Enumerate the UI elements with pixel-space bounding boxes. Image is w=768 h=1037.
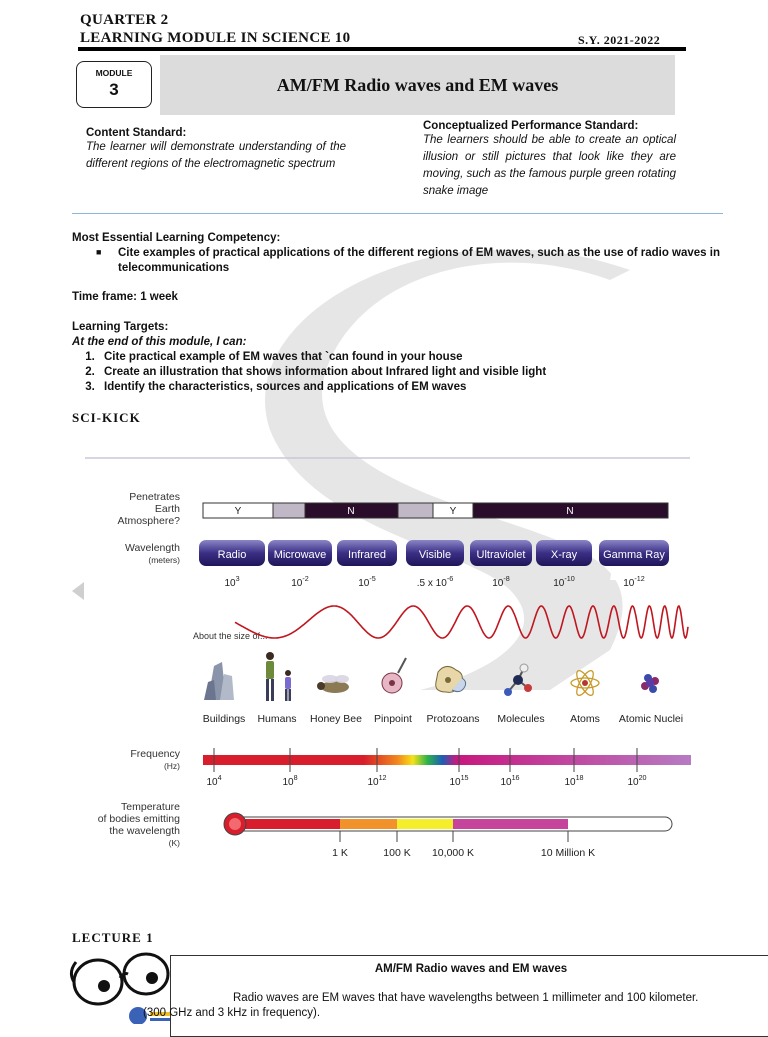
lecture-box [143, 955, 768, 1037]
molecules-icon [504, 664, 532, 696]
humans-icon [266, 652, 291, 701]
frequency-value: $10^{15}$ [449, 773, 469, 788]
size-label: Buildings [202, 713, 246, 725]
temperature-label-1: Temperature [121, 801, 180, 813]
wavelength-value: $10^{-12}$ [623, 574, 645, 589]
temperature-label-3: the wavelength [109, 825, 180, 837]
band-label: Gamma Ray [603, 549, 665, 561]
thermometer [224, 813, 672, 842]
module-heading: LEARNING MODULE IN SCIENCE 10 [80, 30, 351, 46]
scikick-heading: SCI-KICK [72, 410, 141, 425]
size-label: Atoms [570, 713, 600, 725]
temperature-value: 10,000 K [431, 847, 475, 859]
frequency-value: $10^{20}$ [627, 773, 647, 788]
wavelength-values [224, 574, 644, 589]
size-label: Molecules [497, 713, 545, 725]
learning-targets-heading: Learning Targets: [72, 321, 169, 333]
module-badge [76, 61, 152, 108]
competency-text: Cite examples of practical applications of the different regions of EM waves, such as the use of radio waves in telecommunications [118, 247, 720, 274]
penetrates-label-2: Earth [154, 503, 180, 515]
competency-heading: Most Essential Learning Competency: [72, 232, 281, 244]
frequency-value: $10^{12}$ [367, 773, 387, 788]
lecture-heading: LECTURE 1 [72, 930, 154, 945]
competency-section [72, 231, 722, 276]
wavelength-value: $10^{-10}$ [553, 574, 575, 589]
frequency-value: $10^4$ [206, 773, 222, 788]
band-label: X-ray [550, 549, 578, 561]
title-band [160, 55, 675, 115]
temperature-unit: (K) [168, 838, 180, 848]
learning-targets-intro: At the end of this module, I can: [72, 336, 247, 348]
performance-standard-text: The learners should be able to create an optical illusion or still pictures that look like they are moving, such as the famous purple green rotating snake image [423, 134, 676, 197]
target-item: 3. Identify the characteristics, sources and applications of EM waves [98, 380, 712, 395]
frequency-unit: (Hz) [163, 761, 180, 771]
band-label: Ultraviolet [476, 549, 526, 561]
size-label: Protozoans [426, 713, 480, 725]
atoms-icon [571, 668, 599, 697]
wavelength-value: $10^{-2}$ [291, 574, 309, 589]
lecture-line-1: Radio waves are EM waves that have wavelengths between 1 millimeter and 100 kilometer. [233, 992, 699, 1004]
lecture-body [143, 991, 743, 1021]
lecture-line-2: (300 GHz and 3 kHz in frequency). [143, 1007, 321, 1019]
penetrates-label-1: Penetrates [129, 491, 180, 503]
wavelength-value: .5 x $10^{-6}$ [416, 574, 454, 589]
wavelength-unit: (meters) [148, 555, 180, 565]
band-label: Microwave [273, 549, 327, 561]
quarter-label: QUARTER 2 [80, 12, 169, 28]
temperature-value: 10 Million K [540, 847, 596, 859]
section-divider [72, 213, 723, 214]
penetrates-segment [273, 503, 305, 518]
frequency-values [206, 773, 646, 788]
module-badge-number: 3 [109, 80, 119, 99]
honey-bee-icon [317, 675, 349, 693]
size-label: Pinpoint [374, 713, 412, 725]
time-frame-value: 1 week [140, 291, 178, 303]
content-standard-text: The learner will demonstrate understanding of the different regions of the electromagnetic spectrum [86, 141, 346, 170]
frequency-value: $10^{18}$ [564, 773, 584, 788]
wavelength-value: $10^{-5}$ [358, 574, 376, 589]
band-pills [199, 540, 669, 566]
temperature-value: 1 K [332, 847, 348, 859]
temperature-value: 100 K [383, 847, 411, 859]
size-label: Atomic Nuclei [618, 713, 684, 725]
band-label: Radio [217, 549, 247, 561]
school-year: S.Y. 2021-2022 [578, 33, 661, 47]
performance-standard-heading: Conceptualized Performance Standard: [423, 120, 639, 132]
penetrates-mark: Y [234, 506, 242, 517]
learning-targets [72, 320, 712, 395]
competency-item [72, 246, 722, 276]
penetrates-mark: N [347, 506, 355, 517]
temperature-values [332, 847, 595, 859]
module-badge-label: MODULE [95, 68, 133, 78]
frequency-bar [203, 755, 691, 765]
band-label: Visible [418, 549, 452, 561]
pinpoint-icon [382, 658, 406, 693]
frequency-label: Frequency [130, 748, 180, 760]
penetrates-label-3: Atmosphere? [117, 515, 180, 527]
em-spectrum-diagram [80, 450, 700, 870]
temperature-label-2: of bodies emitting [97, 813, 180, 825]
buildings-icon [204, 662, 234, 700]
performance-standard [423, 120, 676, 200]
target-item: 1. Cite practical example of EM waves that `can found in your house [98, 350, 712, 365]
header-rule [78, 47, 686, 51]
wavelength-value: $10^{-8}$ [492, 574, 510, 589]
wavelength-value: $10^3$ [224, 574, 240, 589]
time-frame-label: Time frame: [72, 291, 137, 303]
page-title: AM/FM Radio waves and EM waves [276, 75, 559, 95]
size-label: Honey Bee [310, 713, 362, 725]
content-standard-heading: Content Standard: [86, 127, 187, 139]
frequency-value: $10^{16}$ [500, 773, 520, 788]
penetrates-mark: N [566, 506, 574, 517]
time-frame [72, 290, 178, 305]
frequency-value: $10^8$ [282, 773, 298, 788]
penetrates-segment [398, 503, 433, 518]
penetrates-mark: Y [449, 506, 457, 517]
size-label: Humans [257, 713, 297, 725]
about-size-label: About the size of... [193, 631, 268, 641]
protozoans-icon [436, 666, 466, 692]
wavelength-label: Wavelength [124, 542, 180, 554]
band-label: Infrared [348, 549, 386, 561]
lecture-box-title: AM/FM Radio waves and EM waves [374, 963, 568, 975]
bullet-icon: ■ [96, 247, 102, 257]
learning-targets-list [72, 350, 712, 395]
atomic-nuclei-icon [641, 674, 659, 693]
content-standard [86, 127, 346, 173]
size-labels [203, 713, 683, 725]
target-item: 2. Create an illustration that shows information about Infrared light and visible light [98, 365, 712, 380]
wave-line [235, 606, 688, 638]
